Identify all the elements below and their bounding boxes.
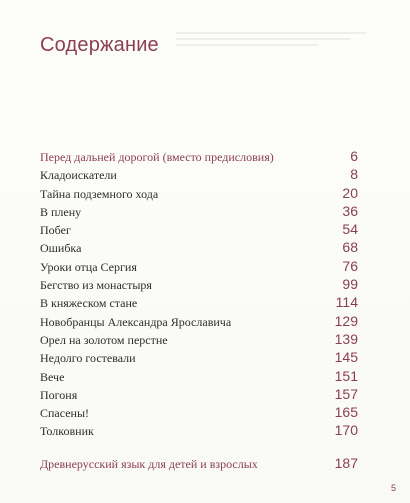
toc-entry [40,313,358,331]
toc-entry-page: 36 [342,202,358,219]
toc-entry-title: Недолго гостевали [40,351,136,366]
toc-entry-title: Толковник [40,424,94,439]
toc-entry-page: 68 [342,239,358,256]
toc-entry-page: 165 [334,404,358,421]
toc-entry [40,386,358,404]
toc-entry-title: Спасены! [40,406,90,421]
toc-entry-page: 139 [334,330,358,347]
toc-entry [40,221,358,239]
toc-entry-page: 114 [335,294,358,311]
toc-entry-page: 157 [334,385,358,402]
table-of-contents [40,148,358,473]
toc-entry-title: Кладоискатели [40,168,117,183]
page-number: 5 [390,483,396,493]
toc-entry-page: 151 [334,367,358,384]
toc-entry [40,276,358,294]
toc-entry [40,455,358,473]
toc-entry-title: Уроки отца Сергия [40,259,137,274]
toc-entry-page: 76 [342,257,358,274]
toc-entry-title: Тайна подземного хода [40,186,159,201]
toc-entry [40,185,358,203]
toc-entry-title: Орел на золотом перстне [40,332,168,347]
toc-entry-page: 170 [334,422,358,439]
toc-entry-page: 54 [342,221,358,238]
toc-entry-title: Бегство из монастыря [40,278,152,293]
toc-entry [40,349,358,367]
toc-entry-page: 187 [334,454,358,471]
toc-entry-title: В плену [40,204,82,219]
toc-entry-title: Перед дальней дорогой (вместо предисловия) [40,150,274,164]
toc-entry-title: Новобранцы Александра Ярославича [40,314,232,329]
toc-entry-page: 6 [350,148,358,164]
toc-entry-page: 8 [350,166,358,183]
toc-entry-title: Побег [40,223,71,238]
toc-entry [40,148,358,166]
page-title: Содержание [40,34,159,56]
toc-entry [40,331,358,349]
toc-entry-page: 20 [342,184,358,201]
toc-entry [40,166,358,184]
toc-entry-title: В княжеском стане [40,296,138,311]
toc-entry [40,422,358,440]
show-through-text [176,28,366,54]
toc-entry [40,203,358,221]
toc-entry [40,404,358,422]
toc-entry-page: 145 [334,349,358,366]
toc-entry-page: 99 [342,276,358,293]
toc-entry [40,368,358,386]
toc-entry [40,294,358,312]
toc-entry-title: Вече [40,369,65,384]
toc-entry [40,258,358,276]
toc-entry-title: Древнерусский язык для детей и взрослых [40,456,258,471]
toc-entry-title: Погоня [40,387,78,402]
toc-entry-page: 129 [334,312,358,329]
toc-entry [40,239,358,257]
toc-entry-title: Ошибка [40,241,82,256]
